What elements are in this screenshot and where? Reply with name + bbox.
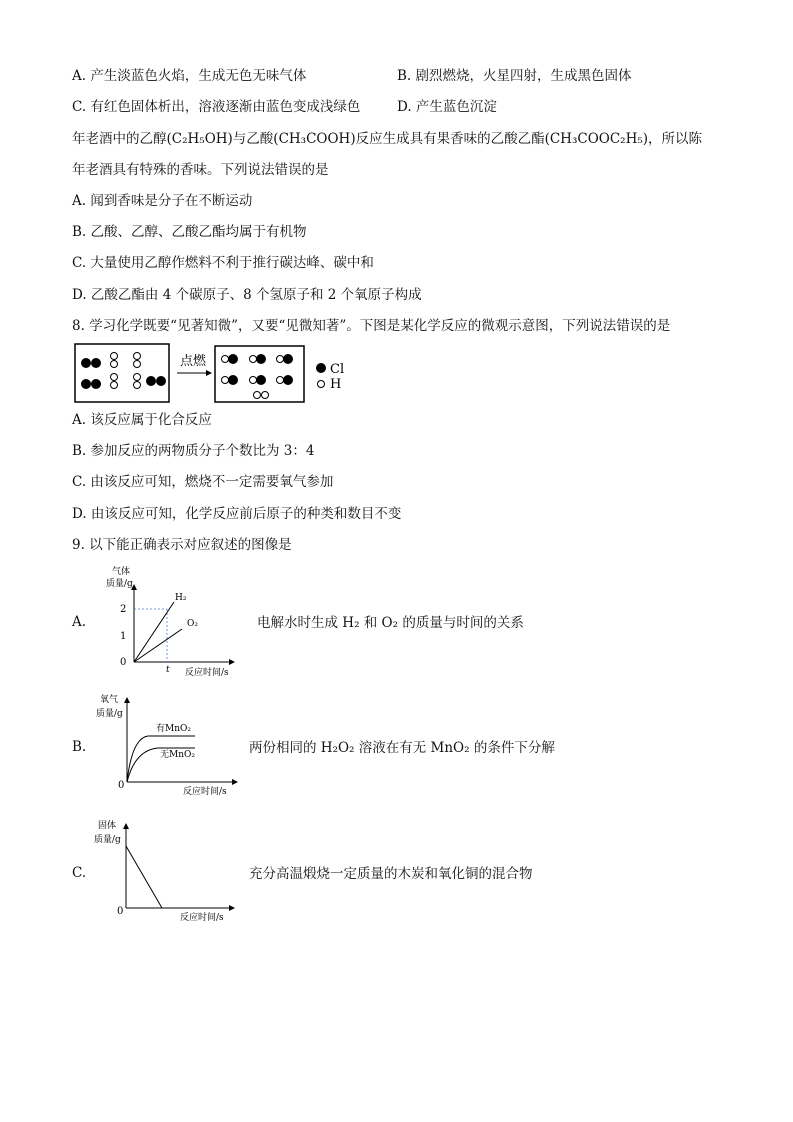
- graph-c-xlabel: 反应时间/s: [180, 913, 224, 923]
- hcl-molecule: [222, 354, 239, 364]
- q6-option-b: B. 剧烈燃烧，火星四射，生成黑色固体: [397, 68, 632, 84]
- graph-c-origin: 0: [117, 906, 124, 917]
- q8-reaction-diagram: [74, 343, 374, 405]
- q9-option-c-caption: 充分高温煅烧一定质量的木炭和氧化铜的混合物: [249, 866, 533, 882]
- graph-a-t-label: t: [166, 665, 170, 675]
- graph-b-ylabel1: 氧气: [100, 695, 119, 705]
- h2-molecule: [111, 374, 118, 389]
- legend-h-icon: [318, 381, 325, 388]
- graph-c-ylabel2: 质量/g: [94, 835, 121, 845]
- q8-option-b: B. 参加反应的两物质分子个数比为 3：4: [72, 443, 315, 459]
- h2-molecule: [254, 392, 269, 399]
- q9-graph-a: [92, 562, 242, 680]
- q9-graph-b: [90, 690, 240, 800]
- reactant-box: [75, 344, 169, 402]
- q8-stem: 8. 学习化学既要“见著知微”，又要“见微知著”。下图是某化学反应的微观示意图，下列说法错误的是: [72, 318, 671, 334]
- graph-b-origin: 0: [118, 780, 125, 791]
- graph-a-o2-label: O₂: [187, 619, 198, 629]
- graph-b-ylabel2: 质量/g: [96, 709, 123, 719]
- cl2-molecule: [81, 379, 101, 389]
- q7-option-a: A. 闻到香味是分子在不断运动: [72, 193, 253, 209]
- h2-molecule: [134, 353, 141, 368]
- graph-a-o2-line: [134, 629, 182, 662]
- q6-option-d: D. 产生蓝色沉淀: [397, 99, 497, 115]
- q8-option-d: D. 由该反应可知，化学反应前后原子的种类和数目不变: [72, 506, 402, 522]
- cl2-molecule: [81, 358, 101, 368]
- graph-a-tick-2: 2: [120, 604, 127, 615]
- graph-a-origin: 0: [120, 657, 127, 668]
- hcl-molecule: [277, 354, 294, 364]
- q9-option-c-label: C.: [72, 865, 87, 881]
- graph-c-line: [126, 846, 162, 908]
- q8-option-a: A. 该反应属于化合反应: [72, 412, 212, 428]
- graph-a-h2-line: [134, 602, 174, 662]
- q9-graph-c: [92, 816, 242, 924]
- q9-option-b-caption: 两份相同的 H₂O₂ 溶液在有无 MnO₂ 的条件下分解: [249, 740, 555, 756]
- q9-option-a-label: A.: [72, 614, 87, 630]
- q7-option-b: B. 乙酸、乙醇、乙酸乙酯均属于有机物: [72, 224, 307, 240]
- h2-molecule: [134, 374, 141, 389]
- arrow-label: 点燃: [180, 354, 207, 369]
- hcl-molecule: [250, 354, 267, 364]
- q9-stem: 9. 以下能正确表示对应叙述的图像是: [72, 537, 292, 553]
- q7-option-d: D. 乙酸乙酯由 4 个碳原子、8 个氢原子和 2 个氧原子构成: [72, 287, 422, 303]
- legend-cl-icon: [316, 363, 326, 373]
- q6-option-c: C. 有红色固体析出，溶液逐渐由蓝色变成浅绿色: [72, 99, 361, 115]
- graph-b-xlabel: 反应时间/s: [183, 787, 227, 797]
- graph-b-without-label: 无MnO₂: [160, 750, 195, 760]
- hcl-molecule: [250, 375, 267, 385]
- graph-a-ylabel1: 气体: [112, 567, 131, 577]
- hcl-molecule: [277, 375, 294, 385]
- h2-molecule: [111, 353, 118, 368]
- q7-stem-line2: 年老酒具有特殊的香味。下列说法错误的是: [72, 162, 329, 178]
- graph-a-h2-label: H₂: [175, 593, 187, 603]
- q7-option-c: C. 大量使用乙醇作燃料不利于推行碳达峰、碳中和: [72, 255, 374, 271]
- graph-a-ylabel2: 质量/g: [106, 579, 133, 589]
- cl2-molecule: [146, 376, 166, 386]
- q8-option-c: C. 由该反应可知，燃烧不一定需要氧气参加: [72, 474, 334, 490]
- q9-option-b-label: B.: [72, 739, 87, 755]
- legend-h-label: H: [330, 377, 342, 392]
- q9-option-a-caption: 电解水时生成 H₂ 和 O₂ 的质量与时间的关系: [257, 615, 524, 631]
- graph-a-tick-1: 1: [120, 631, 127, 642]
- legend-cl-label: Cl: [330, 362, 345, 377]
- graph-a-xlabel: 反应时间/s: [185, 668, 229, 678]
- q6-option-a: A. 产生淡蓝色火焰，生成无色无味气体: [72, 68, 307, 84]
- hcl-molecule: [222, 375, 239, 385]
- graph-c-ylabel1: 固体: [98, 821, 117, 831]
- graph-b-with-label: 有MnO₂: [156, 724, 191, 734]
- q7-stem-line1: 年老酒中的乙醇(C₂H₅OH)与乙酸(CH₃COOH)反应生成具有果香味的乙酸乙酯(CH₃COOC₂H₅)，所以陈: [72, 131, 703, 147]
